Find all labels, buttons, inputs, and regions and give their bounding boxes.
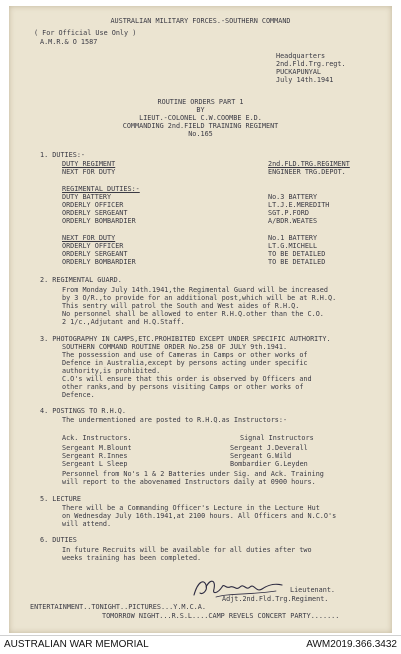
instructor-name: Sergeant L Sleep [62, 460, 128, 468]
body-line: will report to the abovenamed Instructors daily at 0900 hours. [62, 478, 316, 486]
body-line: by 3 O/R.,to provide for an additional post,which will be at R.H.Q. [62, 294, 337, 302]
order-number: No.165 [188, 130, 213, 138]
hq-line: July 14th.1941 [276, 76, 334, 84]
title-line: ROUTINE ORDERS PART 1 [157, 98, 244, 106]
section-heading: 3. PHOTOGRAPHY IN CAMPS,ETC.PROHIBITED EXCEPT UNDER SPECIFIC AUTHORITY. [40, 335, 331, 343]
body-line: C.O's will ensure that this order is observed by Officers and [62, 375, 312, 383]
section-heading: 1. DUTIES:- [40, 151, 86, 159]
duty-label: ORDERLY OFFICER [62, 242, 124, 250]
duty-value: 2nd.FLD.TRG.REGIMENT [268, 160, 350, 168]
section-heading: 6. DUTIES [40, 536, 77, 544]
duty-value: SGT.P.FORD [268, 209, 309, 217]
section-heading: 4. POSTINGS TO R.H.Q. [40, 407, 126, 415]
duty-label: ORDERLY SERGEANT [62, 209, 128, 217]
title-line: BY [196, 106, 205, 114]
official-use-note: ( For Official Use Only ) [34, 29, 137, 37]
body-line: Personnel from No's 1 & 2 Batteries under Sig. and Ack. Training [62, 470, 324, 478]
duty-label: DUTY BATTERY [62, 193, 112, 201]
duty-label: ORDERLY BOMBARDIER [62, 258, 136, 266]
body-line: will attend. [62, 520, 112, 528]
duty-label: ORDERLY SERGEANT [62, 250, 128, 258]
section-heading: 5. LECTURE [40, 495, 81, 503]
duty-label: NEXT FOR DUTY [62, 234, 116, 242]
section-heading: 2. REGIMENTAL GUARD. [40, 276, 122, 284]
hq-line: Headquarters [276, 52, 326, 60]
archive-id: AWM2019.366.3432 [306, 639, 397, 650]
body-line: Defence. [62, 391, 95, 399]
duty-value: LT.J.E.MEREDITH [268, 201, 330, 209]
duty-value: No.1 BATTERY [268, 234, 318, 242]
body-line: SOUTHERN COMMAND ROUTINE ORDER No.258 OF JULY 9th.1941. [62, 343, 288, 351]
body-line: From Monday July 14th.1941,the Regimental Guard will be increased [62, 286, 328, 294]
instructor-name: Sergeant R.Innes [62, 452, 128, 460]
body-line: No personnel shall be allowed to enter R.H.Q.other than the C.O. [62, 310, 324, 318]
archive-name: AUSTRALIAN WAR MEMORIAL [4, 639, 149, 650]
body-line: 2 1/c.,Adjutant and H.Q.Staff. [62, 318, 185, 326]
body-line: Defence in Australia,except by persons acting under specific [62, 359, 308, 367]
duty-value: ENGINEER TRG.DEPOT. [268, 168, 346, 176]
instructor-name: Sergeant G.Wild [230, 452, 292, 460]
archive-footer [0, 635, 401, 654]
duty-value: A/BDR.WEATES [268, 217, 318, 225]
duty-value: LT.G.MICHELL [268, 242, 318, 250]
form-number: A.M.R.& O 1587 [40, 38, 98, 46]
duty-value: TO BE DETAILED [268, 250, 326, 258]
body-line: on Wednesday July 16th.1941,at 2100 hours. All Officers and N.C.O's [62, 512, 337, 520]
body-line: other ranks,and by persons visiting Camps or other works of [62, 383, 304, 391]
body-line: There will be a Commanding Officer's Lecture in the Lecture Hut [62, 504, 320, 512]
signatory-title: Adjt.2nd.Fld.Trg.Regiment. [222, 595, 329, 603]
column-heading: Signal Instructors [240, 434, 314, 442]
org-heading: AUSTRALIAN MILITARY FORCES.-SOUTHERN COMMAND [110, 17, 291, 25]
body-line: The undermentioned are posted to R.H.Q.as Instructors:- [62, 416, 288, 424]
instructor-name: Sergeant J.Deverall [230, 444, 308, 452]
hq-line: PUCKAPUNYAL [276, 68, 322, 76]
entertainment-line: ENTERTAINMENT..TONIGHT..PICTURES...Y.M.C.A. [30, 603, 206, 611]
hq-line: 2nd.Fld.Trg.regt. [276, 60, 346, 68]
signatory-rank: Lieutenant. [290, 586, 336, 594]
instructor-name: Sergeant M.Blount [62, 444, 132, 452]
column-heading: Ack. Instructors. [62, 434, 132, 442]
body-line: weeks training has been completed. [62, 554, 202, 562]
subsection-heading: REGIMENTAL DUTIES:- [62, 185, 140, 193]
duty-label: ORDERLY BOMBARDIER [62, 217, 136, 225]
body-line: This sentry will patrol the South and West aides of R.H.Q. [62, 302, 300, 310]
duty-label: ORDERLY OFFICER [62, 201, 124, 209]
instructor-name: Bombardier G.Leyden [230, 460, 308, 468]
body-line: The possession and use of Cameras in Camps or other works of [62, 351, 308, 359]
duty-value: No.3 BATTERY [268, 193, 318, 201]
duty-label: DUTY REGIMENT [62, 160, 116, 168]
title-line: COMMANDING 2nd.FIELD TRAINING REGIMENT [122, 122, 279, 130]
body-line: In future Recruits will be available for all duties after two [62, 546, 312, 554]
duty-label: NEXT FOR DUTY [62, 168, 116, 176]
title-line: LIEUT.-COLONEL C.W.COOMBE E.D. [139, 114, 262, 122]
entertainment-line: TOMORROW NIGHT...R.S.L....CAMP REVELS CONCERT PARTY....... [102, 612, 340, 620]
duty-value: TO BE DETAILED [268, 258, 326, 266]
body-line: authority,is prohibited. [62, 367, 161, 375]
